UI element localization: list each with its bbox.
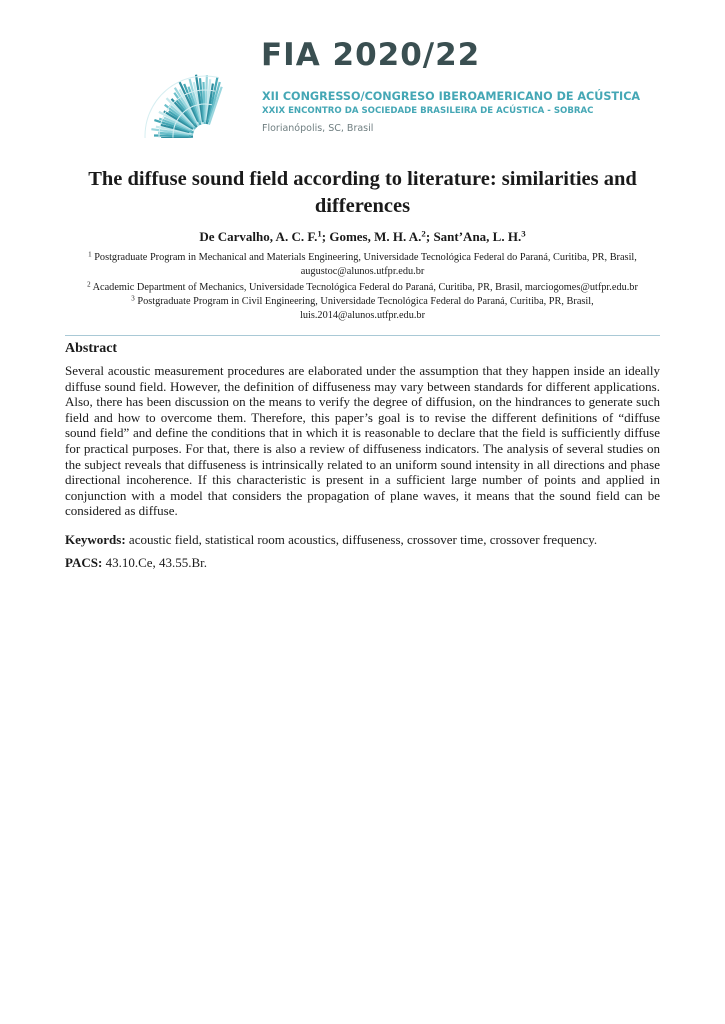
affiliation-text: Academic Department of Mechanics, Universidade Tecnológica Federal do Paraná, Curitiba, PR, Brasil, marciogomes@utfpr.edu.br	[92, 282, 638, 293]
author-affiliation-marker: 2	[421, 228, 426, 239]
affiliation-number: 3	[131, 294, 135, 303]
author-name: Sant’Ana, L. H.	[433, 229, 522, 244]
author-affiliation-marker: 1	[317, 228, 322, 239]
keywords-text: acoustic field, statistical room acoustics, diffuseness, crossover time, crossover frequency.	[128, 532, 598, 547]
author-name: De Carvalho, A. C. F.	[199, 229, 318, 244]
semicircle-bars-logo	[125, 38, 250, 138]
keywords-label: Keywords:	[65, 532, 126, 547]
abstract-text: Several acoustic measurement procedures are elaborated under the assumption that they happen inside an ideally diffuse sound field. However, the definition of diffuseness may vary between standards for different applications. Also, there has been discussion on the means to verify the degree of diffusion, on the hindrances to generate such field and how to overcome them. Therefore, this paper’s goal is to revise the different definitions of “diffuse sound field” and define the conditions that in which it is reasonable to declare that the field is sufficiently diffuse for practical purposes. For that, there is also a review of diffuseness indicators. The analysis of several studies on the subject reveals that diffuseness is intrinsically related to an uniform sound intensity in all directions and phase directional incoherence. If this characteristic is present in a sufficient large number of points and applied in conjunction with a model that considers the propagation of plane waves, it means that the sound field can be considered as diffuse.	[65, 363, 660, 519]
conference-location: Florianópolis, SC, Brasil	[262, 123, 374, 134]
conference-header	[0, 0, 725, 150]
conference-title: FIA 2020/22	[261, 37, 481, 73]
author-affiliation-marker: 3	[521, 228, 526, 239]
affiliation-2	[40, 281, 685, 295]
author-separator: ;	[321, 229, 330, 244]
pacs-label: PACS:	[65, 555, 103, 570]
affiliation-text: Postgraduate Program in Civil Engineering, Universidade Tecnológica Federal do Paraná, Curitiba, PR, Brasil,	[137, 296, 594, 307]
affiliation-email: augustoc@alunos.utfpr.edu.br	[300, 266, 425, 277]
affiliation-number: 2	[87, 280, 91, 289]
author-separator: ;	[425, 229, 434, 244]
pacs-text: 43.10.Ce, 43.55.Br.	[105, 555, 208, 570]
keywords-line	[65, 532, 660, 548]
abstract-heading: Abstract	[65, 341, 118, 356]
affiliation-1	[40, 251, 685, 279]
pacs-line	[65, 555, 660, 571]
section-divider	[65, 335, 660, 336]
affiliation-number: 1	[88, 250, 92, 259]
affiliation-email: luis.2014@alunos.utfpr.edu.br	[299, 310, 426, 321]
conference-subtitle-2: XXIX ENCONTRO DA SOCIEDADE BRASILEIRA DE ACÚSTICA - SOBRAC	[262, 106, 594, 116]
conference-subtitle: XII CONGRESSO/CONGRESO IBEROAMERICANO DE ACÚSTICA	[262, 90, 641, 103]
author-list	[60, 229, 665, 245]
author-name: Gomes, M. H. A.	[329, 229, 422, 244]
paper-title: The diffuse sound field according to literature: similarities and differences	[88, 168, 637, 217]
affiliation-3	[40, 295, 685, 323]
affiliation-text: Postgraduate Program in Mechanical and Materials Engineering, Universidade Tecnológica Federal do Paraná, Curitiba, PR, Brasil,	[94, 252, 637, 263]
